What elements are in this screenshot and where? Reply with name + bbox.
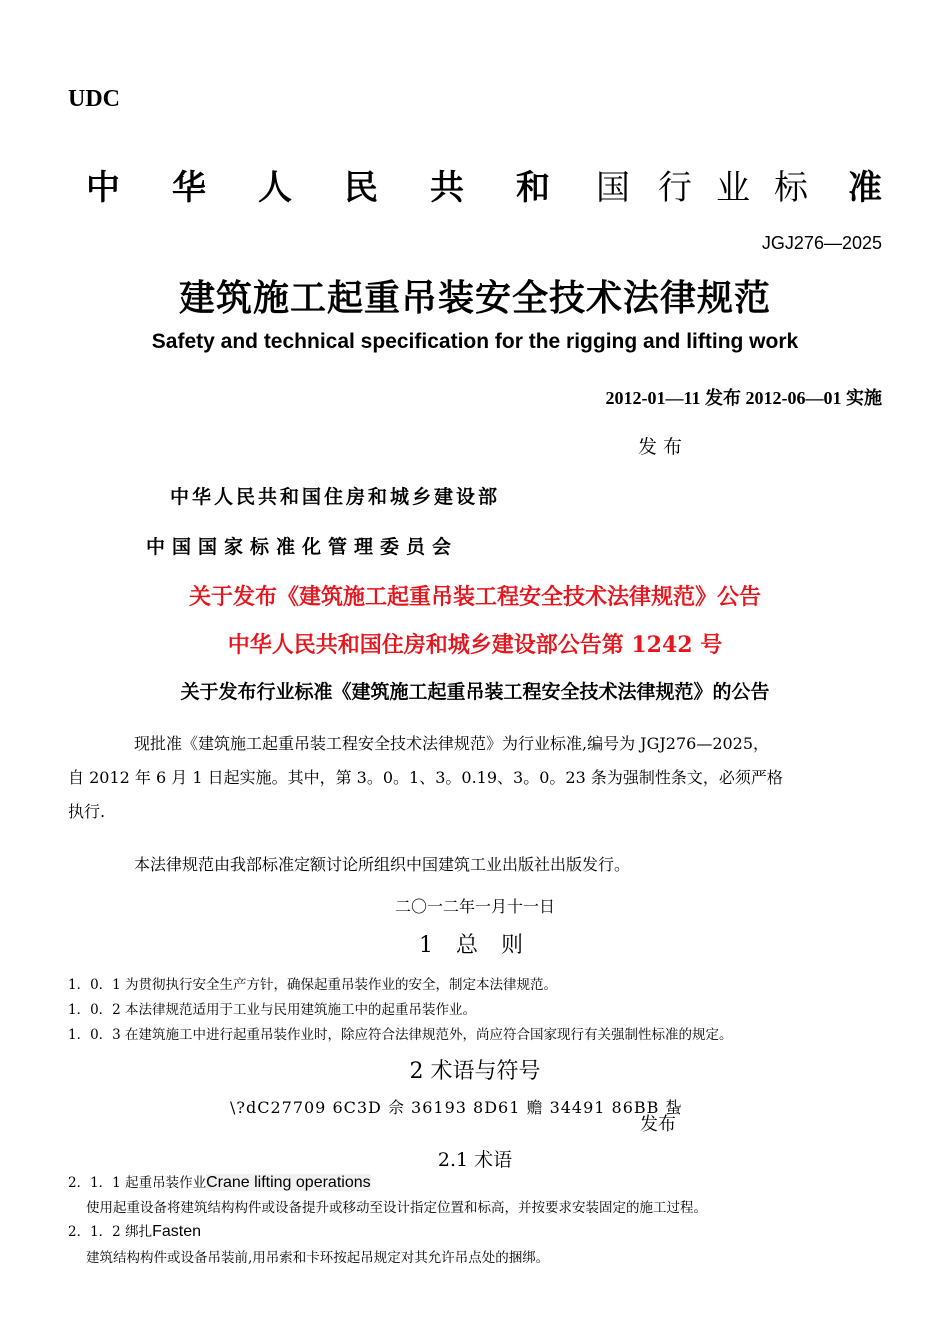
clause-1-0-1: 1．0．1 为贯彻执行安全生产方针，确保起重吊装作业的安全，制定本法律规范。	[68, 977, 558, 993]
heading-char: 行	[658, 168, 692, 208]
document-title: 建筑施工起重吊装安全技术法律规范	[178, 278, 771, 319]
term-english: Fasten	[152, 1223, 201, 1240]
notice-number: 中华人民共和国住房和城乡建设部公告第 1242 号	[227, 632, 723, 658]
heading-char: 准	[848, 168, 882, 208]
term-english: Crane lifting operations	[206, 1174, 371, 1191]
heading-char: 中	[86, 168, 120, 208]
notice-title: 关于发布《建筑施工起重吊装工程安全技术法律规范》公告	[188, 584, 761, 610]
term-number: 2．1．2	[68, 1224, 121, 1240]
heading-char: 人	[258, 168, 292, 208]
paragraph-line: 现批准《建筑施工起重吊装工程安全技术法律规范》为行业标准,编号为 JGJ276—2025，	[134, 734, 770, 753]
publisher-paragraph: 本法律规范由我部标准定额讨论所组织中国建筑工业出版社出版发行。	[134, 855, 631, 874]
notice-date: 二〇一二年一月十一日	[394, 897, 555, 916]
term-chinese: 起重吊装作业	[125, 1175, 207, 1191]
garbled-text-line: \?dC27709 6C3D 佘 36193 8D61 赡 34491 86BB 蚻	[230, 1098, 683, 1117]
udc-label: UDC	[68, 86, 120, 112]
heading-char: 民	[344, 168, 378, 208]
standard-code: JGJ276—2025	[761, 233, 882, 253]
section-2-1-heading: 2.1 术语	[437, 1149, 513, 1171]
clause-1-0-2: 1．0．2 本法律规范适用于工业与民用建筑施工中的起重吊装作业。	[68, 1002, 477, 1018]
issuer-ministry: 中华人民共和国住房和城乡建设部	[170, 486, 501, 508]
term-2-1-2	[68, 1220, 201, 1241]
term-number: 2．1．1	[68, 1175, 121, 1191]
overlapping-publish-label: 发布	[640, 1114, 676, 1135]
term-chinese: 绑扎	[125, 1224, 153, 1240]
term-definition: 建筑结构构件或设备吊装前,用吊索和卡环按起吊规定对其允许吊点处的捆绑。	[86, 1250, 550, 1266]
chapter-2-heading: 2 术语与符号	[409, 1059, 541, 1084]
heading-char: 标	[774, 168, 808, 208]
heading-char: 和	[516, 168, 550, 208]
issuer-committee: 中国国家标准化管理委员会	[146, 536, 459, 558]
chapter-1-heading: 1 总 则	[419, 933, 531, 958]
term-definition: 使用起重设备将建筑结构构件或设备提升或移动至设计指定位置和标高，并按要求安装固定的施工过程。	[86, 1200, 707, 1216]
heading-char: 共	[430, 168, 464, 208]
notice-paragraph	[68, 727, 898, 829]
paragraph-line: 自 2012 年 6 月 1 日起实施。其中，第 3。0。1、3。0.19、3。0。23 条为强制性条文，必须严格	[68, 768, 783, 787]
publish-label: 发布	[638, 436, 689, 458]
publish-dates: 2012-01—11 发布 2012-06—01 实施	[605, 388, 882, 408]
heading-char: 华	[172, 168, 206, 208]
heading-char: 业	[716, 168, 750, 208]
notice-subtitle: 关于发布行业标准《建筑施工起重吊装工程安全技术法律规范》的公告	[180, 681, 770, 703]
term-2-1-1	[68, 1171, 371, 1192]
paragraph-line: 执行.	[68, 802, 106, 821]
clause-1-0-3: 1．0．3 在建筑施工中进行起重吊装作业时，除应符合法律规范外，尚应符合国家现行有关强制性标准的规定。	[68, 1027, 733, 1043]
document-title-english: Safety and technical specification for the rigging and lifting work	[151, 330, 799, 353]
national-standard-heading	[86, 160, 884, 210]
heading-char: 国	[596, 168, 630, 208]
